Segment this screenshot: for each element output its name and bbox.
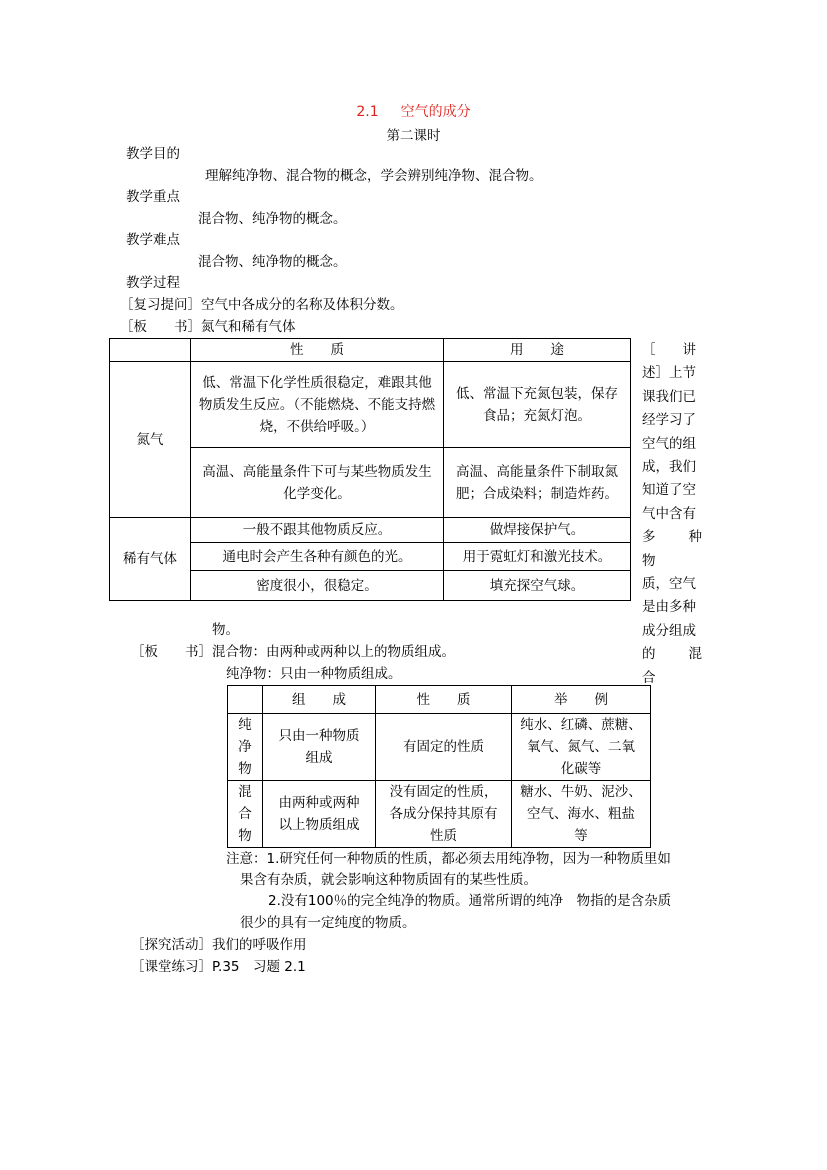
table2-header-example: 举 例 <box>512 686 651 714</box>
side-note-line: 课我们已 <box>642 388 696 405</box>
review-question: ［复习提问］空气中各成分的名称及体积分数。 <box>120 297 404 313</box>
side-note-line: 成，我们 <box>642 459 696 476</box>
table1-cell: 一般不跟其他物质反应。 <box>191 518 444 543</box>
difficult-text: 混合物、纯净物的概念。 <box>198 254 347 270</box>
side-note-line: 经学习了 <box>642 412 696 429</box>
mixture-label-char: 物 <box>238 828 252 844</box>
pure-label-char: 物 <box>238 761 252 777</box>
title-text: 空气的成分 <box>400 104 471 120</box>
table1-cell: 低、常温下充氮包装，保存食品；充氮灯泡。 <box>444 362 631 448</box>
note-2-line-2: 很少的具有一定纯度的物质。 <box>240 915 416 931</box>
mixture-property <box>376 781 512 848</box>
table1-cell: 密度很小，很稳定。 <box>191 571 444 601</box>
cell-line: 等 <box>574 828 588 844</box>
pure-example <box>512 714 651 781</box>
cell-line: 由两种或两种 <box>278 795 360 811</box>
mixture-composition <box>263 781 376 848</box>
side-note-line: ［ 讲 <box>642 342 696 358</box>
table2-header-composition: 组 成 <box>263 686 376 714</box>
side-note-line: 知道了空 <box>642 482 696 499</box>
side-note-line: 空气的组 <box>642 435 696 452</box>
note-1-line-2: 果含有杂质，就会影响这种物质固有的某些性质。 <box>240 872 537 888</box>
table1-cell: 高温、高能量条件下可与某些物质发生化学变化。 <box>191 448 444 518</box>
side-note-end: 物。 <box>212 622 239 638</box>
cell-line: 糖水、牛奶、泥沙、 <box>520 784 642 800</box>
cell-line: 性质 <box>430 828 457 844</box>
table1-cell: 填充探空气球。 <box>444 571 631 601</box>
mixture-label <box>228 781 263 848</box>
key-text: 混合物、纯净物的概念。 <box>198 211 347 227</box>
cell-line: 空气、海水、粗盐 <box>527 806 635 822</box>
heading-difficult: 教学难点 <box>126 232 180 248</box>
cell-line: 纯水、红磷、蔗糖、 <box>520 717 642 733</box>
side-note-line: 是由多种 <box>642 599 696 616</box>
cell-line: 组成 <box>305 750 333 766</box>
pure-label-char: 净 <box>238 739 252 755</box>
table1-corner <box>110 339 191 362</box>
side-note <box>642 339 716 690</box>
nitrogen-label: 氮气 <box>110 362 191 518</box>
table2-header-property: 性 质 <box>376 686 512 714</box>
cell-line: 以上物质组成 <box>278 817 360 833</box>
heading-key: 教学重点 <box>126 189 180 205</box>
board-pure: 纯净物：只由一种物质组成。 <box>226 666 402 682</box>
pure-label <box>228 714 263 781</box>
cell-line: 没有固定的性质， <box>389 784 498 800</box>
page-title <box>0 102 827 122</box>
heading-goal: 教学目的 <box>126 146 180 162</box>
section-number: 2.1 <box>356 104 379 120</box>
page-subtitle: 第二课时 <box>386 128 441 144</box>
table1-cell: 低、常温下化学性质很稳定，难跟其他物质发生反应。（不能燃烧、不能支持燃烧，不供给呼吸。） <box>191 362 444 448</box>
rare-gas-label: 稀有气体 <box>110 518 191 601</box>
table2-corner <box>228 686 263 714</box>
pure-label-char: 纯 <box>238 717 252 733</box>
side-note-line: 质，空气 <box>642 576 696 593</box>
goal-text: 理解纯净物、混合物的概念，学会辨别纯净物、混合物。 <box>205 168 543 184</box>
pure-composition <box>263 714 376 781</box>
mixture-label-char: 混 <box>238 784 252 800</box>
cell-line: 氧气、氮气、二氧 <box>527 739 635 755</box>
board-nitrogen: ［板 书］氮气和稀有气体 <box>120 319 296 335</box>
side-note-line: 的 混 合 <box>642 646 716 686</box>
nitrogen-rare-gas-table <box>109 338 631 601</box>
table1-cell: 高温、高能量条件下制取氮肥；合成染料；制造炸药。 <box>444 448 631 518</box>
cell-line: 只由一种物质 <box>278 728 360 744</box>
note-2-line-1: 2.没有100％的完全纯净的物质。通常所谓的纯净 物指的是含杂质 <box>268 893 672 909</box>
pure-property: 有固定的性质 <box>376 714 512 781</box>
side-note-line: 成分组成 <box>642 622 696 639</box>
mixture-label-char: 合 <box>238 806 252 822</box>
table1-header-property: 性 质 <box>191 339 444 362</box>
board-mixture: ［板 书］混合物：由两种或两种以上的物质组成。 <box>131 644 455 660</box>
side-note-line: 多 种 物 <box>642 529 716 569</box>
pure-mixture-table <box>227 685 651 848</box>
table1-cell: 用于霓虹灯和激光技术。 <box>444 543 631 571</box>
explore-activity: ［探究活动］我们的呼吸作用 <box>131 937 307 953</box>
side-note-line: 气中含有 <box>642 505 696 522</box>
side-note-line: 述］上节 <box>642 365 696 382</box>
cell-line: 化碳等 <box>560 761 602 777</box>
note-1-line-1: 注意：1.研究任何一种物质的性质，都必须去用纯净物，因为一种物质里如 <box>226 851 671 867</box>
table1-cell: 通电时会产生各种有颜色的光。 <box>191 543 444 571</box>
heading-process: 教学过程 <box>126 275 180 291</box>
mixture-example <box>512 781 651 848</box>
table1-cell: 做焊接保护气。 <box>444 518 631 543</box>
class-practice: ［课堂练习］P.35 习题 2.1 <box>131 959 306 975</box>
cell-line: 各成分保持其原有 <box>389 806 498 822</box>
table1-header-use: 用 途 <box>444 339 631 362</box>
